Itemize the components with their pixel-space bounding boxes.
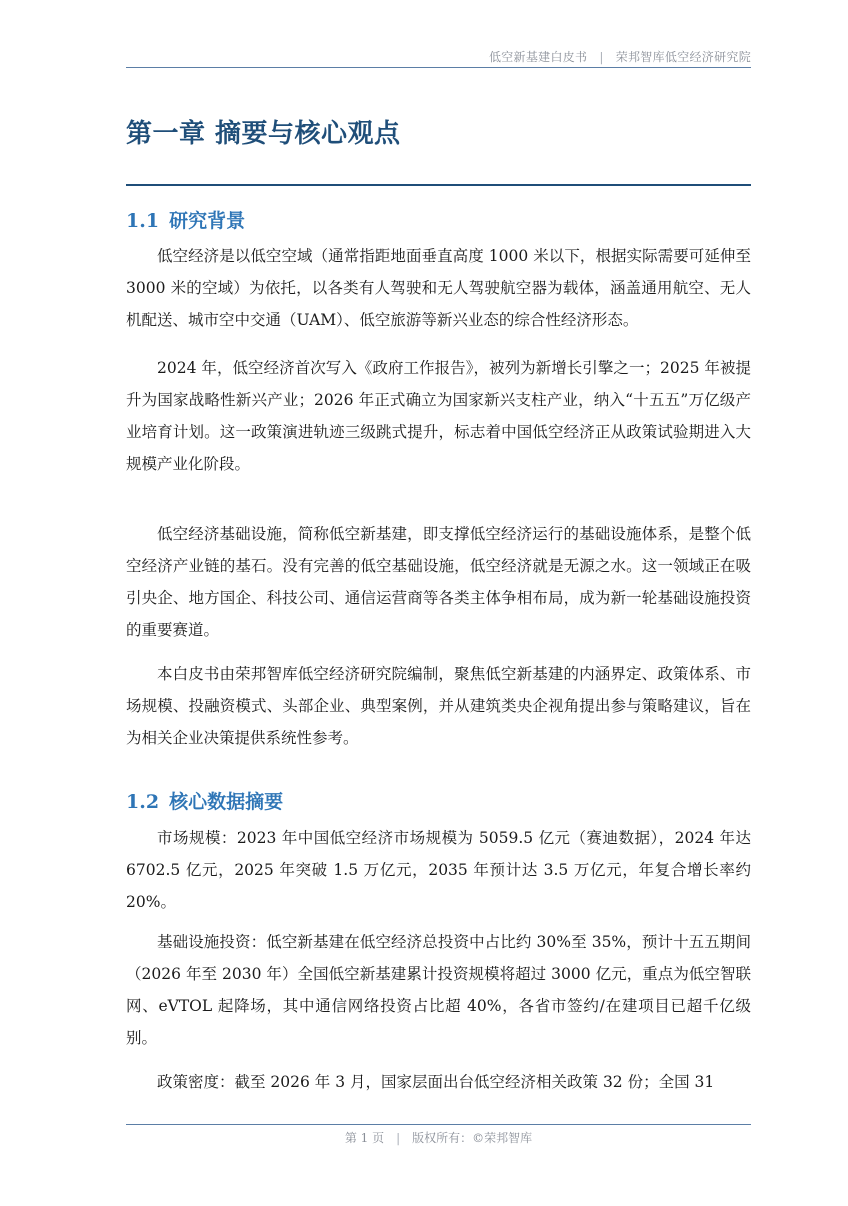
copyright-text: 版权所有：©荣邦智库 bbox=[412, 1131, 533, 1145]
footer-separator: | bbox=[396, 1131, 401, 1145]
running-header bbox=[126, 48, 751, 64]
paragraph: 2024 年，低空经济首次写入《政府工作报告》，被列为新增长引擎之一；2025 年被提升为国家战略性新兴产业；2026 年正式确立为国家新兴支柱产业，纳入“十五五”万亿级产业培育计划。这一政策演进轨迹三级跳式提升，标志着中国低空经济正从政策试验期进入大规模产业化阶段。 bbox=[126, 359, 751, 473]
header-publisher: 荣邦智库低空经济研究院 bbox=[615, 50, 751, 64]
footer-rule bbox=[126, 1124, 751, 1125]
paragraph: 政策密度：截至 2026 年 3 月，国家层面出台低空经济相关政策 32 份；全国 31 bbox=[157, 1073, 715, 1091]
paragraph: 低空经济基础设施，简称低空新基建，即支撑低空经济运行的基础设施体系，是整个低空经济产业链的基石。没有完善的低空基础设施，低空经济就是无源之水。这一领域正在吸引央企、地方国企、科技公司、通信运营商等各类主体争相布局，成为新一轮基础设施投资的重要赛道。 bbox=[126, 525, 751, 639]
section-heading-1-2 bbox=[126, 787, 283, 814]
paragraph: 本白皮书由荣邦智库低空经济研究院编制，聚焦低空新基建的内涵界定、政策体系、市场规模、投融资模式、头部企业、典型案例，并从建筑类央企视角提出参与策略建议，旨在为相关企业决策提供系统性参考。 bbox=[126, 665, 751, 747]
running-footer bbox=[126, 1129, 751, 1146]
section-number: 1.2 bbox=[126, 791, 160, 813]
section-title-text: 研究背景 bbox=[169, 210, 246, 232]
section-number: 1.1 bbox=[126, 210, 160, 232]
header-rule bbox=[126, 67, 751, 68]
header-separator: | bbox=[599, 50, 604, 64]
page-number: 第 1 页 bbox=[344, 1131, 385, 1145]
section-heading-1-1 bbox=[126, 206, 245, 233]
chapter-rule bbox=[126, 184, 751, 186]
header-doc-title: 低空新基建白皮书 bbox=[488, 50, 588, 64]
section-title-text: 核心数据摘要 bbox=[169, 791, 284, 813]
paragraph: 低空经济是以低空空域（通常指距地面垂直高度 1000 米以下，根据实际需要可延伸至 3000 米的空域）为依托，以各类有人驾驶和无人驾驶航空器为载体，涵盖通用航空、无人机配送、城市空中交通（UAM）、低空旅游等新兴业态的综合性经济形态。 bbox=[126, 247, 751, 329]
paragraph: 基础设施投资：低空新基建在低空经济总投资中占比约 30%至 35%，预计十五五期间（2026 年至 2030 年）全国低空新基建累计投资规模将超过 3000 亿元，重点为低空智联网、eVTOL 起降场，其中通信网络投资占比超 40%，各省市签约/在建项目已超千亿级别。 bbox=[126, 933, 751, 1047]
chapter-title: 第一章 摘要与核心观点 bbox=[126, 119, 401, 149]
paragraph: 市场规模：2023 年中国低空经济市场规模为 5059.5 亿元（赛迪数据），2024 年达 6702.5 亿元，2025 年突破 1.5 万亿元，2035 年预计达 3.5 万亿元，年复合增长率约 20%。 bbox=[126, 829, 751, 911]
